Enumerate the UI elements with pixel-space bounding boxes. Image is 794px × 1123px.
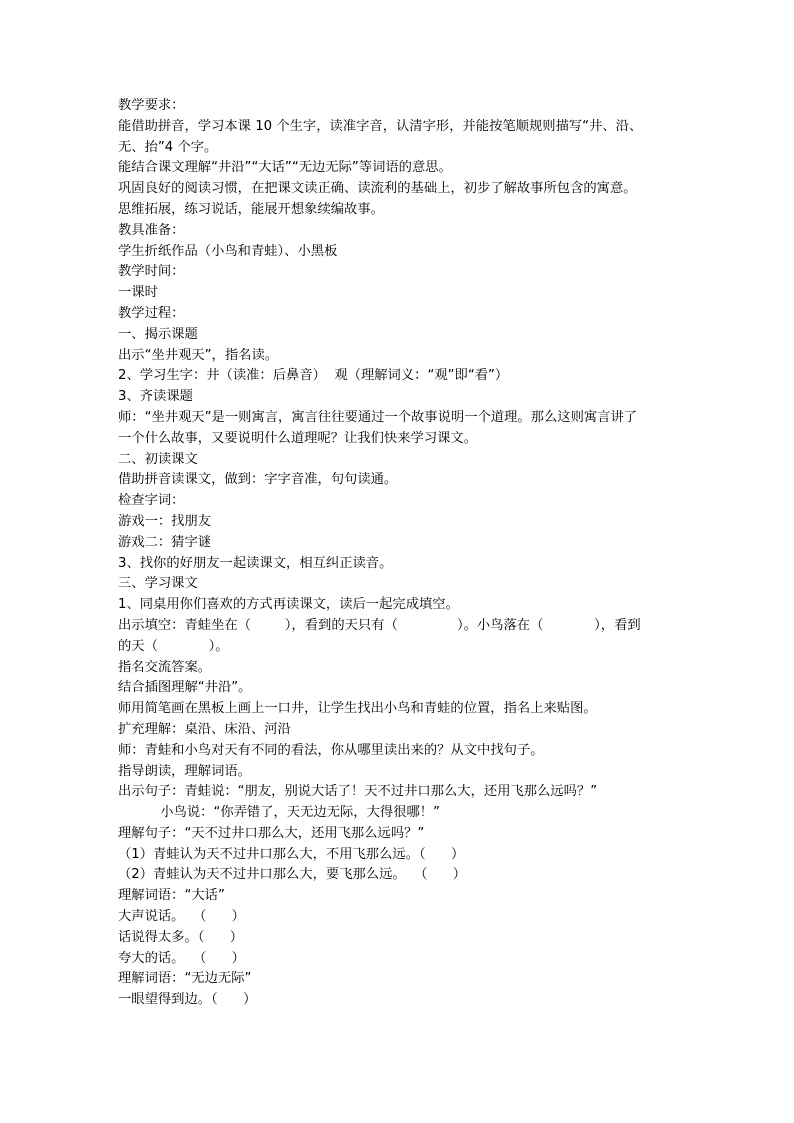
body-line: 师：“坐井观天”是一则寓言，寓言往往要通过一个故事说明一个道理。那么这则寓言讲了 [118,409,638,425]
body-line: 指导朗读，理解词语。 [118,763,251,779]
goal-line: 无、抬”4 个字。 [118,139,218,155]
body-line: 3、找你的好朋友一起读课文，相互纠正读音。 [118,555,393,571]
body-line: 游戏二：猜字谜 [118,534,212,550]
body-line: 师：青蛙和小鸟对天有不同的看法，你从哪里读出来的？从文中找句子。 [118,742,544,758]
section-heading-3: 三、学习课文 [118,576,198,592]
body-line: 1、同桌用你们喜欢的方式再读课文，读后一起完成填空。 [118,597,459,613]
goal-line: 能借助拼音，学习本课 10 个生字，读准字音，认清字形，并能按笔顺规则描写“井、沿、 [118,118,643,134]
heading-teaching-time: 教学时间： [118,264,185,280]
body-line: 结合插图理解“井沿”。 [118,680,252,696]
sentence-line: 出示句子：青蛙说：“朋友，别说大话了！天不过井口那么大，还用飞那么远吗？” [118,784,598,800]
sentence-line: 小鸟说：“你弄错了，天无边无际，大得很哪！” [118,805,440,821]
time-line: 一课时 [118,285,158,301]
heading-teaching-materials: 教具准备： [118,222,185,238]
choice-line: 大声说话。 （ ） [118,909,245,925]
materials-line: 学生折纸作品（小鸟和青蛙）、小黑板 [118,243,338,259]
goal-line: 能结合课文理解“井沿”“大话”“无边无际”等词语的意思。 [118,160,452,176]
body-line: 理解句子：“天不过井口那么大，还用飞那么远吗？” [118,825,425,841]
body-line: 3、齐读课题 [118,389,193,405]
heading-teaching-goals: 教学要求： [118,98,185,113]
section-heading-1: 一、揭示课题 [118,326,198,342]
goal-line: 巩固良好的阅读习惯，在把课文读正确、读流利的基础上，初步了解故事所包含的寓意。 [118,181,637,197]
document-page [118,96,688,1011]
body-line: 一个什么故事，又要说明什么道理呢？让我们快来学习课文。 [118,430,478,446]
choice-line: 一眼望得到边。（ ） [118,992,257,1008]
body-line: 出示“坐井观天”，指名读。 [118,347,279,363]
body-line: 检查字词： [118,493,185,509]
choice-line: （1）青蛙认为天不过井口那么大，不用飞那么远。（ ） [118,846,465,862]
body-line: 借助拼音读课文，做到：字字音准，句句读通。 [118,472,398,488]
body-line: 指名交流答案。 [118,659,212,675]
choice-line: 话说得太多。（ ） [118,929,244,945]
body-line: 游戏一：找朋友 [118,513,212,529]
body-line: 扩充理解：桌沿、床沿、河沿 [118,721,291,737]
section-heading-2: 二、初读课文 [118,451,198,467]
body-line: 理解词语：“大话” [118,888,225,904]
body-line: 2、学习生字：井（读准：后鼻音） 观（理解词义：“观”即“看”） [118,368,509,384]
choice-line: （2）青蛙认为天不过井口那么大，要飞那么远。 （ ） [118,867,467,883]
fill-blank-line: 的天（ ）。 [118,638,229,654]
heading-teaching-process: 教学过程： [118,305,185,321]
fill-blank-line: 出示填空：青蛙坐在（ ），看到的天只有（ ）。小鸟落在（ ），看到 [118,617,641,633]
choice-line: 夸大的话。 （ ） [118,950,245,966]
body-line: 师用简笔画在黑板上画上一口井，让学生找出小鸟和青蛙的位置，指名上来贴图。 [118,701,597,717]
body-line: 理解词语：“无边无际” [118,971,252,987]
goal-line: 思维拓展，练习说话，能展开想象续编故事。 [118,201,384,217]
